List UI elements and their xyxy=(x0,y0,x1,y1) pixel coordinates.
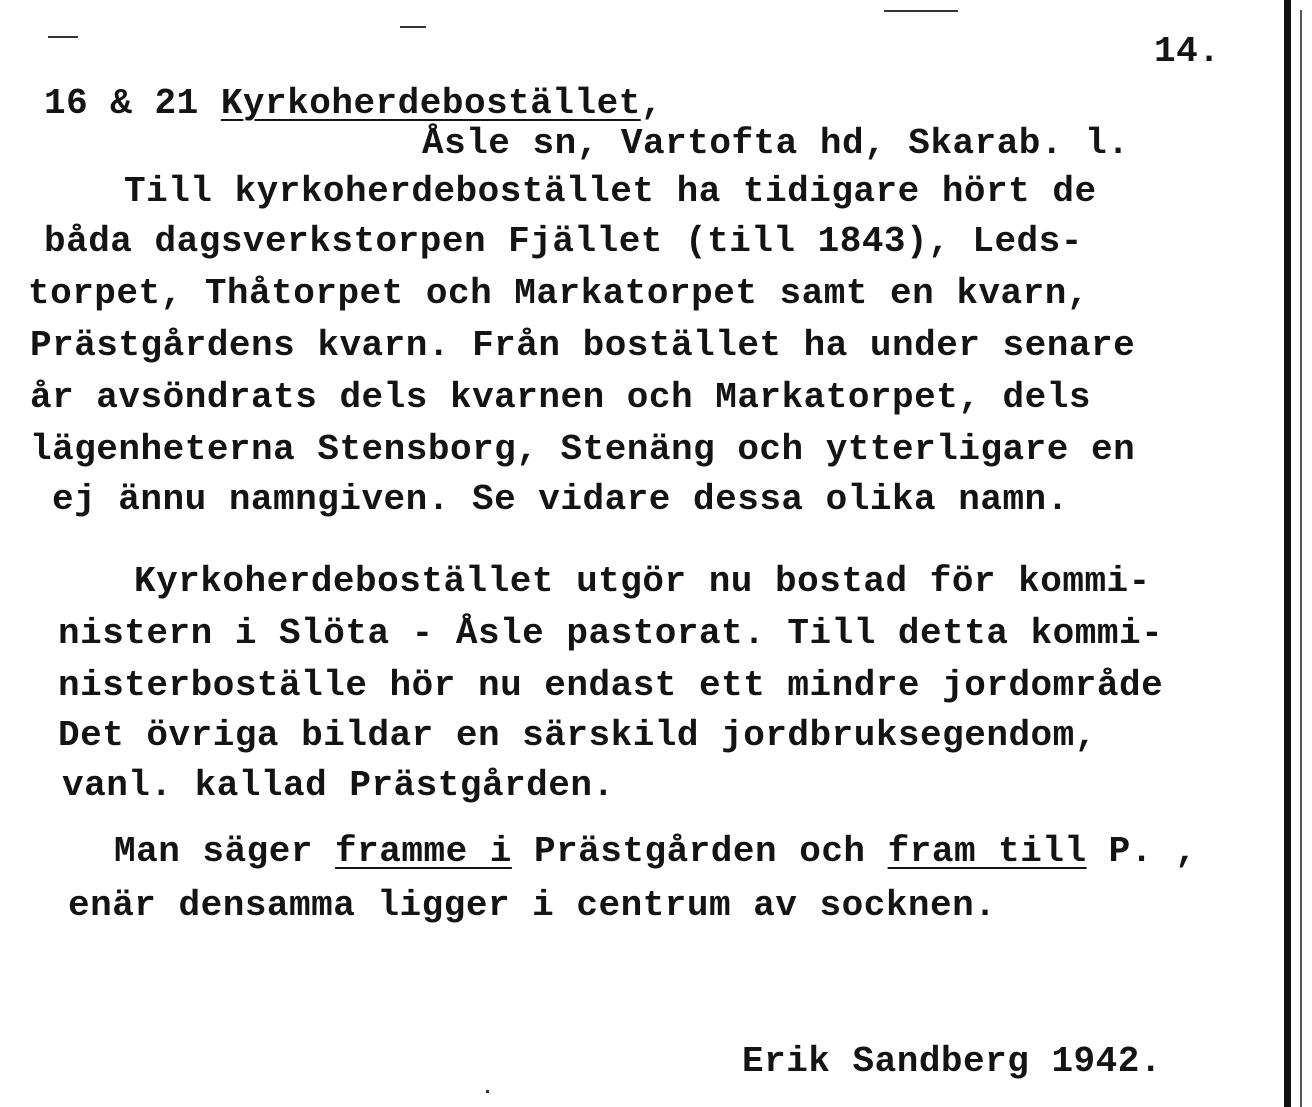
paragraph1-line: år avsöndrats dels kvarnen och Markatorpet, dels xyxy=(30,377,1091,418)
paragraph3-line1 xyxy=(114,830,1197,874)
p3-underlined-phrase: fram till xyxy=(887,831,1087,872)
p3-text: Man säger xyxy=(114,831,336,872)
paragraph1-line: torpet, Thåtorpet och Markatorpet samt en kvarn, xyxy=(28,273,1089,314)
paragraph2-line: Det övriga bildar en särskild jordbruksegendom, xyxy=(58,715,1097,756)
paragraph1-line: Till kyrkoherdebostället ha tidigare hört de xyxy=(124,171,1097,212)
p3-underlined-phrase: framme i xyxy=(335,831,512,872)
location-line: Åsle sn, Vartofta hd, Skarab. l. xyxy=(422,123,1130,164)
heading-title: Kyrkoherdebostället xyxy=(220,83,641,124)
paragraph2-line: nistern i Slöta - Åsle pastorat. Till detta kommi- xyxy=(58,613,1164,654)
paragraph3-line2: enär densamma ligger i centrum av socknen. xyxy=(68,885,997,926)
card-edge-shadow xyxy=(1284,0,1291,1107)
signature: Erik Sandberg 1942. xyxy=(742,1041,1162,1082)
paragraph1-line: lägenheterna Stensborg, Stenäng och ytterligare en xyxy=(30,429,1136,470)
paragraph1-line: båda dagsverkstorpen Fjället (till 1843), Leds- xyxy=(44,221,1083,262)
heading-prefix: 16 & 21 xyxy=(44,83,221,124)
paragraph2-line: nisterboställe hör nu endast ett mindre jordområde xyxy=(58,665,1164,706)
p3-text: Prästgården och xyxy=(511,831,888,872)
scan-speck xyxy=(884,10,958,12)
heading-suffix: , xyxy=(640,83,663,124)
paragraph2-line: Kyrkoherdebostället utgör nu bostad för kommi- xyxy=(134,561,1151,602)
paragraph1-line: ej ännu namngiven. Se vidare dessa olika namn. xyxy=(52,479,1069,520)
scan-speck xyxy=(400,26,426,28)
scan-speck xyxy=(48,36,78,38)
paragraph2-line: vanl. kallad Prästgården. xyxy=(62,765,615,806)
scan-speck xyxy=(486,1090,489,1093)
paragraph1-line: Prästgårdens kvarn. Från bostället ha under senare xyxy=(30,325,1136,366)
page-number: 14. xyxy=(1154,31,1221,72)
heading xyxy=(44,82,663,126)
card-edge-line xyxy=(1300,10,1302,1107)
p3-text: P. , xyxy=(1086,831,1198,872)
